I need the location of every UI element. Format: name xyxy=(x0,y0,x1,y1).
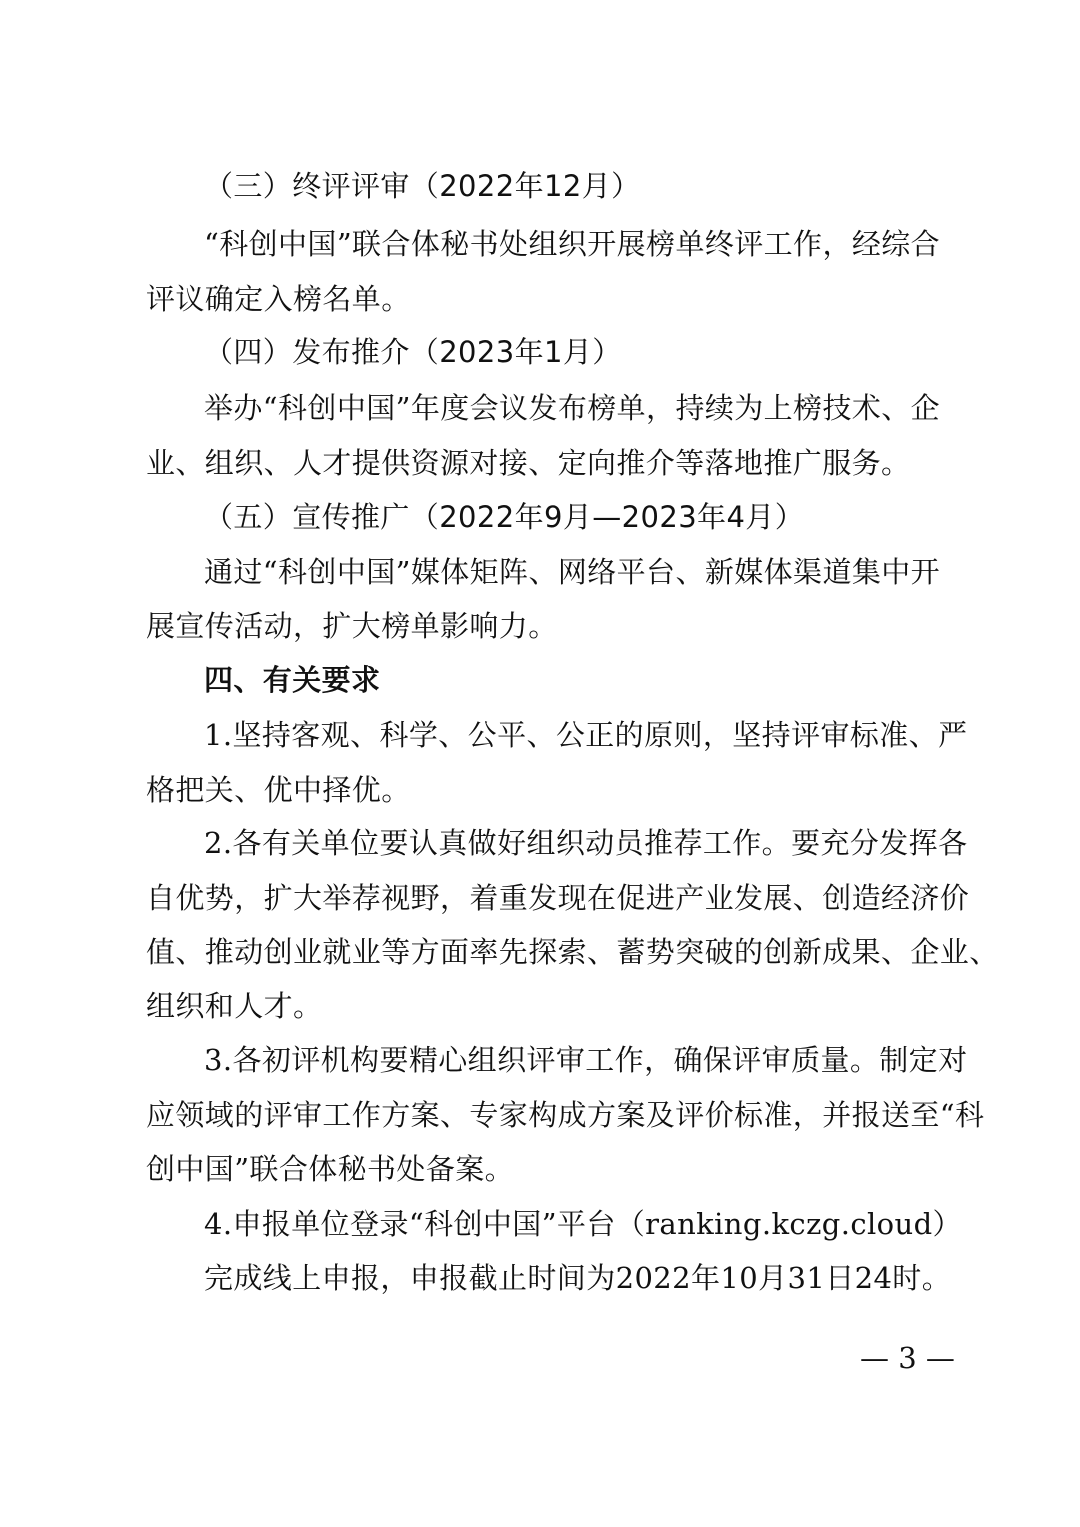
paragraph-line: 格把关、优中择优。 xyxy=(146,773,411,807)
paragraph-line: 评议确定入榜名单。 xyxy=(146,282,411,316)
requirement-item-4: 4.申报单位登录“科创中国”平台（ranking.kczg.cloud） xyxy=(204,1207,962,1241)
paragraph-line: 举办“科创中国”年度会议发布榜单，持续为上榜技术、企 xyxy=(204,391,941,425)
section-title-release-promotion: （四）发布推介（2023年1月） xyxy=(204,335,622,369)
paragraph-line: 通过“科创中国”媒体矩阵、网络平台、新媒体渠道集中开 xyxy=(204,555,941,589)
section-title-publicity: （五）宣传推广（2022年9月—2023年4月） xyxy=(204,500,805,534)
paragraph-line: 业、组织、人才提供资源对接、定向推介等落地推广服务。 xyxy=(146,446,911,480)
paragraph-line: 完成线上申报，申报截止时间为2022年10月31日24时。 xyxy=(204,1261,952,1295)
section-heading-requirements: 四、有关要求 xyxy=(204,663,381,697)
paragraph-line: 应领域的评审工作方案、专家构成方案及评价标准，并报送至“科 xyxy=(146,1098,985,1132)
requirement-item-2: 2.各有关单位要认真做好组织动员推荐工作。要充分发挥各 xyxy=(204,826,968,860)
requirement-item-3: 3.各初评机构要精心组织评审工作，确保评审质量。制定对 xyxy=(204,1043,968,1077)
paragraph-line: 自优势，扩大举荐视野，着重发现在促进产业发展、创造经济价 xyxy=(146,881,970,915)
paragraph-line: 展宣传活动，扩大榜单影响力。 xyxy=(146,609,558,643)
paragraph-line: 值、推动创业就业等方面率先探索、蓄势突破的创新成果、企业、 xyxy=(146,935,999,969)
requirement-item-1: 1.坚持客观、科学、公平、公正的原则，坚持评审标准、严 xyxy=(204,718,968,752)
paragraph-line: 创中国”联合体秘书处备案。 xyxy=(146,1152,515,1186)
paragraph-line: 组织和人才。 xyxy=(146,989,323,1023)
paragraph-line: “科创中国”联合体秘书处组织开展榜单终评工作，经综合 xyxy=(204,227,941,261)
section-title-final-review: （三）终评评审（2022年12月） xyxy=(204,169,641,203)
page-number: — 3 — xyxy=(860,1341,955,1375)
